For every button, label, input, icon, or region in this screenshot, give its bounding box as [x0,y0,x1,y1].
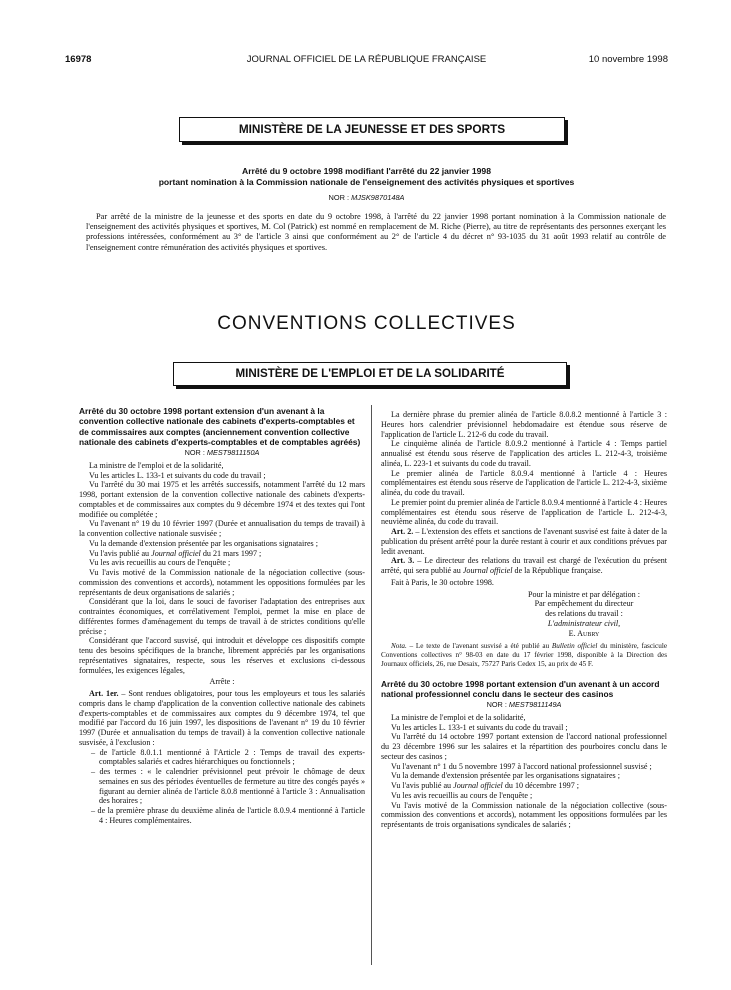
paragraph: Vu les avis recueillis au cours de l'enquête ; [89,558,231,568]
paragraph: Vu l'avenant n° 1 du 5 novembre 1997 à l'accord national professionnel susvisé ; [391,761,652,771]
paragraph: Vu l'avis motivé de la Commission nationale de la négociation collective (sous-commission des conventions et accords), notamment les oppositions formulées par les représentants de trois organisations syndicales de salariés ; [381,800,667,830]
arrete-heading: Arrête : [209,677,235,687]
signatory-name: E. Aubry [568,628,600,638]
list-item: – de l'article 8.0.1.1 mentionné à l'Article 2 : Temps de travail des experts-comptables salariés et cadres hiérarchiques ou fonctionnels ; [91,747,365,767]
paragraph [79,549,365,559]
paragraph: Vu l'arrêté du 14 octobre 1997 portant extension de l'accord national professionnel du 23 décembre 1996 sur les salaires et la répartition des pourboires conclu dans le secteur des casinos ; [381,732,667,761]
page-header [65,54,668,68]
paragraph: Le premier alinéa de l'article 8.0.9.4 mentionné à l'article 4 : Heures complémentaires est étendu sous réserve de l'application de l'article L. 212-4-3, sixième alinéa, du code du travail. [381,468,667,497]
nor-code: MEST9811149A [508,700,562,710]
paragraph: Considérant que la loi, dans le souci de favoriser l'adaptation des entreprises aux contraintes économiques, et corrélativement l'emploi, permet la mise en place de différentes formes d'aménagement du temps de travail à de strictes conditions qu'elle précise ; [79,597,365,636]
section-heading: CONVENTIONS COLLECTIVES [217,313,516,334]
journal-title: JOURNAL OFFICIEL DE LA RÉPUBLIQUE FRANÇAISE [246,54,487,65]
text: – Le directeur des relations du travail est chargé de l'exécution du présent arrêté, qui sera publié au [381,556,667,575]
nor-label: NOR : [328,193,350,202]
decree-body: Par arrêté de la ministre de la jeunesse et des sports en date du 9 octobre 1998, à l'arrêté du 22 janvier 1998 portant nomination à la Commission nationale de l'enseignement des activités physiques et sportives, M. Col (Patrick) est nommé en remplacement de M. Riche (Pierre), au titre de représentants des personnes exerçant les professions intéressées, conformément au 3° de l'article 3 ainsi que conformément au 2° de l'article 4 du décret n° 93-1035 du 31 août 1993 relatif au contrôle de l'enseignement contre rémunération des activités physiques et sportives. [86,212,666,252]
left-column [79,406,365,826]
paragraph: Vu l'arrêté du 30 mai 1975 et les arrêtés successifs, notamment l'arrêté du 12 mars 1998, portant extension de la convention collective nationale des cabinets d'experts-comptables et de commissaires aux comptes du 9 décembre 1974 et des textes qui l'ont modifiée ou complétée ; [79,480,365,519]
journal-name: Journal officiel [462,566,513,575]
text: du 21 mars 1997 ; [200,548,262,558]
list-item: – de la première phrase du deuxième alinéa de l'article 8.0.9.4 mentionné à l'article 4 : Heures complémentaires. [91,806,365,825]
nor-code: MEST9811150A [206,448,260,458]
paragraph: Vu la demande d'extension présentée par les organisations signataires ; [89,538,318,548]
signature-line: des relations du travail : [545,609,623,618]
note [381,642,667,668]
article-2 [381,527,667,556]
signature-line [381,619,667,629]
journal-name: Journal officiel [453,781,503,791]
paragraph: La ministre de l'emploi et de la solidarité, [391,712,526,722]
signature-line: Par empêchement du directeur [534,599,634,609]
signature-block [381,590,667,639]
text: – L'extension des effets et sanctions de l'avenant susvisé est faite à dater de la publication du présent arrêté pour la durée restant à courir et aux conditions prévues par ledit avenant. [381,527,668,556]
paragraph: Vu les avis recueillis au cours de l'enquête ; [391,790,533,800]
ministry-name: MINISTÈRE DE L'EMPLOI ET DE LA SOLIDARITÉ [235,367,505,380]
page-number: 16978 [65,54,92,65]
ministry-name: MINISTÈRE DE LA JEUNESSE ET DES SPORTS [238,122,506,136]
paragraph: Vu les articles L. 133-1 et suivants du code du travail ; [89,470,266,480]
text: de la République française. [512,566,603,575]
article-label: Art. 1er. [89,689,119,699]
text: du ministère, fascicule Conventions collectives n° 98-03 en date du 17 février 1998, disponible à la Direction des Journaux officiels, 26, rue Desaix, 75727 Paris Cedex 15, au prix de 45 F. [381,642,668,668]
text: – Le texte de l'avenant susvisé a été publié au [406,642,552,651]
article-3 [381,556,667,576]
signatory-title: L'administrateur civil, [547,618,621,628]
article-label: Art. 3. [391,556,415,566]
done-at: Fait à Paris, le 30 octobre 1998. [391,577,494,587]
paragraph: Considérant que l'accord susvisé, qui introduit et développe ces dispositifs compte tenu des besoins spécifiques de la branche, librement appréciés par les organisations représentatives signataires, respecte, sous les réserves et exclusions ci-dessous formulées, les exigences légales, [79,636,365,675]
nor-reference [381,700,667,710]
note-label: Nota. [391,642,407,651]
nor-reference [65,193,668,202]
article-1 [79,689,365,748]
text: – Sont rendues obligatoires, pour tous les employeurs et tous les salariés compris dans le champ d'application de la convention collective nationale des cabinets d'experts-comptables et de commissaires aux comptes du 9 décembre 1974, tel que modifié par l'accord du 16 juin 1997, les dispositions de l'avenant n° 19 du 10 février 1997 (Durée et annualisation du temps de travail) à la convention collective nationale susvisée, à l'exclusion : [79,689,365,747]
paragraph: Vu l'avenant n° 19 du 10 février 1997 (Durée et annualisation du temps de travail) à la convention collective nationale susvisée ; [79,519,365,539]
issue-date: 10 novembre 1998 [588,54,668,65]
article-title: Arrêté du 30 octobre 1998 portant extension d'un avenant à un accord national professionnel conclu dans le secteur des casinos [381,678,660,699]
text: Vu l'avis publié au [89,548,152,558]
paragraph: La ministre de l'emploi et de la solidarité, [89,460,224,470]
text: Vu l'avis publié au [391,781,454,791]
right-column [381,410,667,830]
paragraph [381,781,667,791]
article-label: Art. 2. [391,527,414,536]
text: du 10 décembre 1997 ; [502,781,580,791]
paragraph: Vu la demande d'extension présentée par les organisations signataires ; [391,771,620,781]
journal-name: Journal officiel [151,548,201,558]
nor-reference [79,448,365,458]
bulletin-name: Bulletin officiel [551,642,598,651]
paragraph: Le cinquième alinéa de l'article 8.0.9.2 mentionné à l'article 4 : Temps partiel annualisé est étendu sous réserve de l'application des articles L. 212-4-3, troisième alinéa, L. 223-1 et suivants du code du travail. [381,439,667,468]
paragraph: La dernière phrase du premier alinéa de l'article 8.0.8.2 mentionné à l'article 3 : Heures hors calendrier prévisionnel hebdomadaire est étendue sous réserve de l'application de l'article L. 212-6 du code du travail. [381,410,667,439]
decree-title [65,166,668,188]
nor-label: NOR : [486,700,507,710]
ministry-box-emploi [173,362,567,386]
signature-line: Pour la ministre et par délégation : [528,589,640,599]
column-divider [371,405,372,965]
paragraph: Vu les articles L. 133-1 et suivants du code du travail ; [391,722,568,732]
decree-title-line1: Arrêté du 9 octobre 1998 modifiant l'arrêté du 22 janvier 1998 [242,166,491,176]
paragraph: Le premier point du premier alinéa de l'article 8.0.9.4 mentionné à l'article 4 : Heures complémentaires est étendu sous réserve de l'application de l'article L. 212-4-3, neuvième alinéa, du code du travail. [381,497,667,527]
nor-code: MJSK9870148A [351,193,405,202]
list-item: – des termes : « le calendrier prévisionnel peut prévoir le chômage de deux semaines en sus des périodes éventuelles de fermeture au titre des congés payés » figurant au dernier alinéa de l'article 8.0.8 mentionné à l'article 3 : Annualisation des horaires ; [91,767,365,806]
nor-label: NOR : [184,448,205,458]
decree-title-line2: portant nomination à la Commission nationale de l'enseignement des activités physiques et sportives [158,177,575,187]
paragraph: Vu l'avis motivé de la Commission nationale de la négociation collective (sous-commission des conventions et accords), notamment les oppositions formulées par les représentants de deux organisations de salariés ; [79,568,365,597]
ministry-box-sports [179,117,565,142]
article-title: Arrêté du 30 octobre 1998 portant extension d'un avenant à la convention collective nationale des cabinets d'experts-comptables et de commissaires aux comptes (anciennement convention collective nationale des cabinets d'experts-comptables et de comptables agréés) [79,406,361,447]
